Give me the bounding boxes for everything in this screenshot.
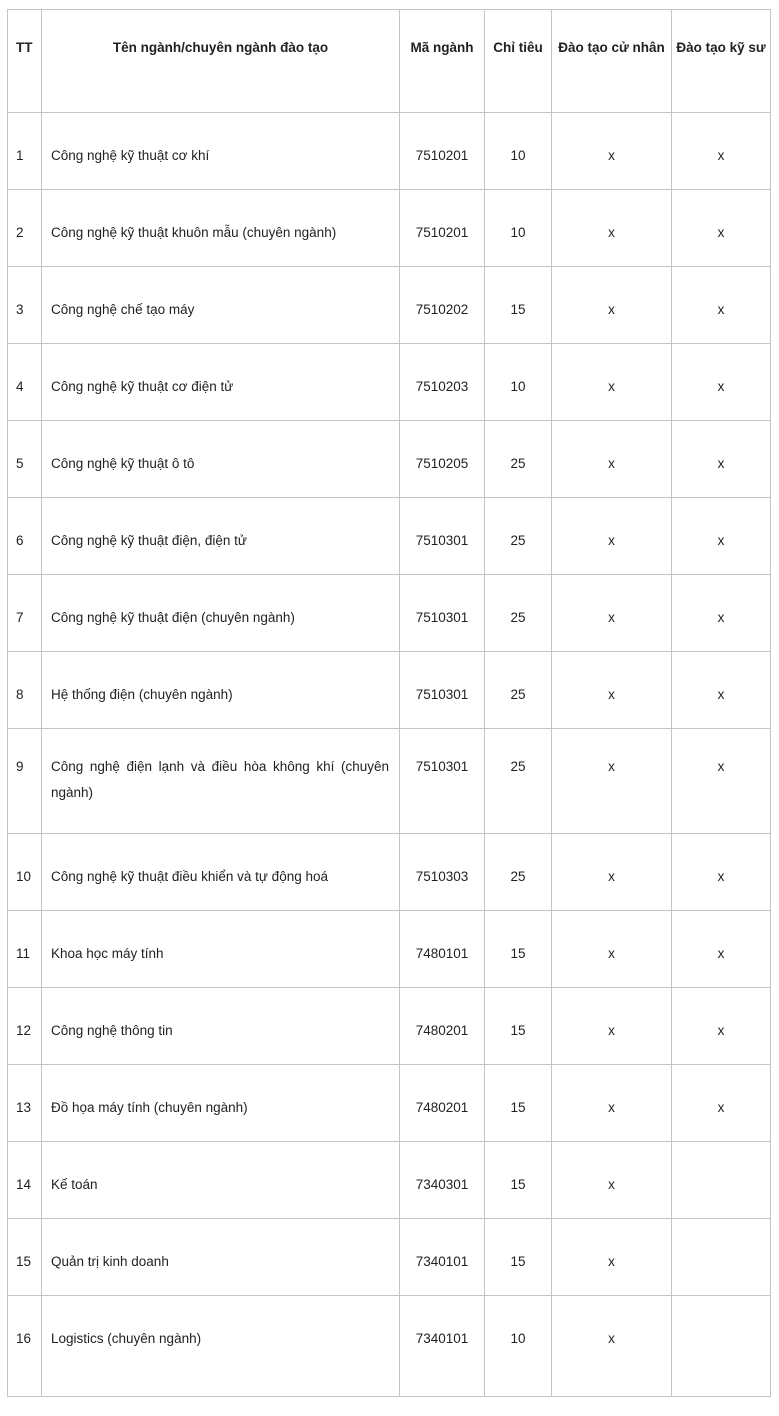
table-row xyxy=(8,911,771,988)
cell-tt: 3 xyxy=(8,267,42,344)
cell-bachelor: x xyxy=(552,729,672,834)
cell-bachelor: x xyxy=(552,1296,672,1397)
table-row xyxy=(8,1142,771,1219)
cell-tt: 6 xyxy=(8,498,42,575)
cell-tt: 9 xyxy=(8,729,42,834)
table-row xyxy=(8,575,771,652)
cell-bachelor: x xyxy=(552,575,672,652)
cell-engineer: x xyxy=(672,834,771,911)
cell-bachelor: x xyxy=(552,344,672,421)
table-row xyxy=(8,1296,771,1397)
cell-quota: 25 xyxy=(485,652,552,729)
cell-engineer: x xyxy=(672,729,771,834)
table-row xyxy=(8,113,771,190)
cell-engineer: x xyxy=(672,988,771,1065)
cell-code: 7510301 xyxy=(400,652,485,729)
cell-quota: 25 xyxy=(485,421,552,498)
cell-name: Công nghệ kỹ thuật điều khiển và tự động hoá xyxy=(42,834,400,911)
header-engineer: Đào tạo kỹ sư xyxy=(672,10,771,113)
program-table xyxy=(7,9,771,1397)
cell-name: Logistics (chuyên ngành) xyxy=(42,1296,400,1397)
cell-code: 7510201 xyxy=(400,190,485,267)
cell-code: 7340101 xyxy=(400,1219,485,1296)
cell-name: Công nghệ kỹ thuật cơ điện tử xyxy=(42,344,400,421)
cell-quota: 15 xyxy=(485,911,552,988)
cell-bachelor: x xyxy=(552,1219,672,1296)
cell-bachelor: x xyxy=(552,113,672,190)
cell-bachelor: x xyxy=(552,498,672,575)
cell-code: 7510205 xyxy=(400,421,485,498)
cell-quota: 15 xyxy=(485,1219,552,1296)
header-tt: TT xyxy=(8,10,42,113)
table-row xyxy=(8,834,771,911)
header-bachelor: Đào tạo cử nhân xyxy=(552,10,672,113)
cell-name: Công nghệ kỹ thuật cơ khí xyxy=(42,113,400,190)
cell-name: Công nghệ kỹ thuật điện, điện tử xyxy=(42,498,400,575)
cell-name: Công nghệ kỹ thuật điện (chuyên ngành) xyxy=(42,575,400,652)
table-row xyxy=(8,267,771,344)
cell-code: 7510203 xyxy=(400,344,485,421)
table-row xyxy=(8,344,771,421)
cell-tt: 13 xyxy=(8,1065,42,1142)
cell-quota: 15 xyxy=(485,267,552,344)
cell-tt: 15 xyxy=(8,1219,42,1296)
cell-tt: 5 xyxy=(8,421,42,498)
cell-code: 7510303 xyxy=(400,834,485,911)
cell-quota: 15 xyxy=(485,1142,552,1219)
cell-engineer: x xyxy=(672,267,771,344)
cell-code: 7510301 xyxy=(400,575,485,652)
cell-engineer: x xyxy=(672,113,771,190)
cell-code: 7340301 xyxy=(400,1142,485,1219)
cell-code: 7510201 xyxy=(400,113,485,190)
cell-quota: 25 xyxy=(485,575,552,652)
cell-engineer: x xyxy=(672,652,771,729)
cell-engineer: x xyxy=(672,421,771,498)
cell-name: Hệ thống điện (chuyên ngành) xyxy=(42,652,400,729)
cell-tt: 10 xyxy=(8,834,42,911)
cell-tt: 2 xyxy=(8,190,42,267)
table-row xyxy=(8,729,771,834)
cell-code: 7480101 xyxy=(400,911,485,988)
table-row xyxy=(8,421,771,498)
header-quota: Chỉ tiêu xyxy=(485,10,552,113)
cell-bachelor: x xyxy=(552,834,672,911)
cell-engineer: x xyxy=(672,190,771,267)
header-code: Mã ngành xyxy=(400,10,485,113)
cell-quota: 15 xyxy=(485,1065,552,1142)
cell-bachelor: x xyxy=(552,911,672,988)
cell-quota: 10 xyxy=(485,344,552,421)
cell-engineer: x xyxy=(672,1065,771,1142)
cell-engineer: x xyxy=(672,344,771,421)
table-row xyxy=(8,498,771,575)
cell-name: Đồ họa máy tính (chuyên ngành) xyxy=(42,1065,400,1142)
cell-bachelor: x xyxy=(552,988,672,1065)
cell-quota: 25 xyxy=(485,834,552,911)
table-header-row xyxy=(8,10,771,113)
cell-code: 7480201 xyxy=(400,1065,485,1142)
cell-name: Quản trị kinh doanh xyxy=(42,1219,400,1296)
cell-tt: 1 xyxy=(8,113,42,190)
cell-code: 7340101 xyxy=(400,1296,485,1397)
cell-bachelor: x xyxy=(552,1142,672,1219)
cell-code: 7510301 xyxy=(400,498,485,575)
table-row xyxy=(8,652,771,729)
cell-quota: 10 xyxy=(485,1296,552,1397)
cell-name: Công nghệ kỹ thuật khuôn mẫu (chuyên ngành) xyxy=(42,190,400,267)
cell-engineer: x xyxy=(672,575,771,652)
cell-tt: 11 xyxy=(8,911,42,988)
cell-bachelor: x xyxy=(552,190,672,267)
cell-engineer: x xyxy=(672,911,771,988)
cell-quota: 10 xyxy=(485,190,552,267)
cell-tt: 4 xyxy=(8,344,42,421)
cell-tt: 7 xyxy=(8,575,42,652)
cell-tt: 16 xyxy=(8,1296,42,1397)
cell-quota: 10 xyxy=(485,113,552,190)
cell-engineer xyxy=(672,1296,771,1397)
cell-quota: 25 xyxy=(485,498,552,575)
cell-engineer xyxy=(672,1219,771,1296)
cell-bachelor: x xyxy=(552,421,672,498)
cell-code: 7510202 xyxy=(400,267,485,344)
cell-tt: 8 xyxy=(8,652,42,729)
table-row xyxy=(8,988,771,1065)
cell-bachelor: x xyxy=(552,267,672,344)
table-row xyxy=(8,1219,771,1296)
cell-bachelor: x xyxy=(552,652,672,729)
cell-code: 7480201 xyxy=(400,988,485,1065)
table-row xyxy=(8,190,771,267)
cell-engineer: x xyxy=(672,498,771,575)
cell-name: Công nghệ thông tin xyxy=(42,988,400,1065)
cell-code: 7510301 xyxy=(400,729,485,834)
cell-name: Kế toán xyxy=(42,1142,400,1219)
cell-name: Khoa học máy tính xyxy=(42,911,400,988)
cell-name: Công nghệ chế tạo máy xyxy=(42,267,400,344)
cell-engineer xyxy=(672,1142,771,1219)
table-row xyxy=(8,1065,771,1142)
cell-bachelor: x xyxy=(552,1065,672,1142)
cell-tt: 14 xyxy=(8,1142,42,1219)
program-table-container xyxy=(7,9,771,1397)
cell-tt: 12 xyxy=(8,988,42,1065)
cell-name: Công nghệ điện lạnh và điều hòa không khí (chuyên ngành) xyxy=(42,729,400,834)
cell-quota: 15 xyxy=(485,988,552,1065)
cell-quota: 25 xyxy=(485,729,552,834)
cell-name: Công nghệ kỹ thuật ô tô xyxy=(42,421,400,498)
header-name: Tên ngành/chuyên ngành đào tạo xyxy=(42,10,400,113)
